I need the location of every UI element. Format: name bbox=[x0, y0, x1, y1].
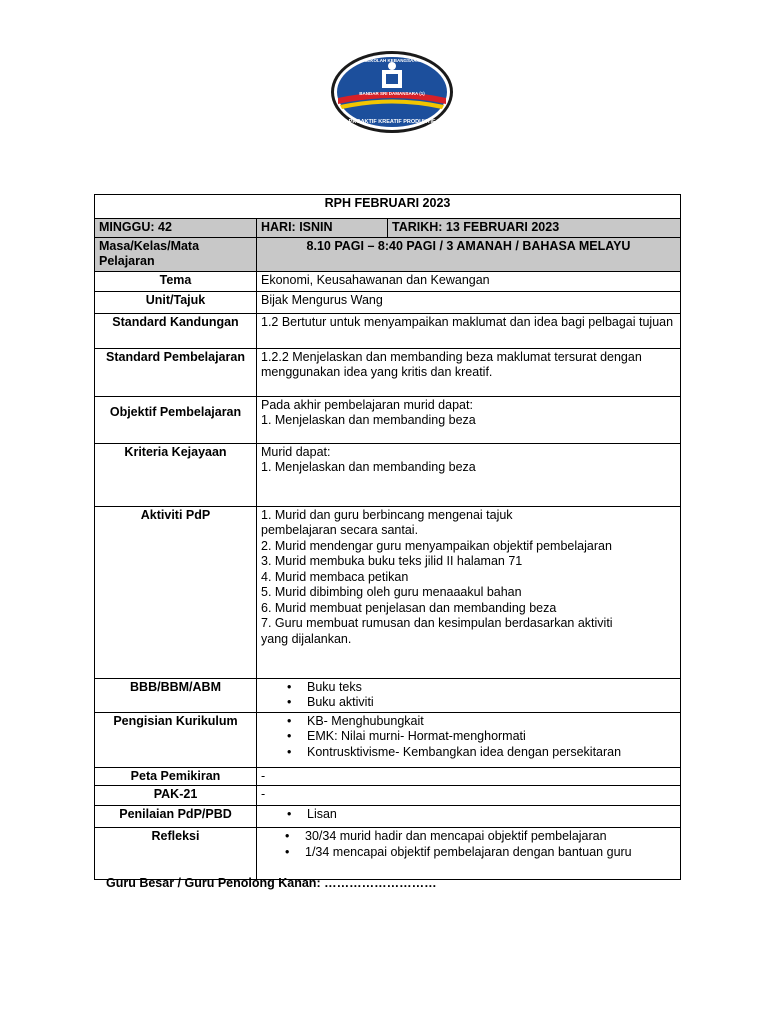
aktiviti-item: 2. Murid mendengar guru menyampaikan objektif pembelajaran bbox=[261, 538, 612, 553]
aktiviti-item: 6. Murid membuat penjelasan dan membanding beza bbox=[261, 600, 557, 615]
refleksi-label: Refleksi bbox=[95, 828, 257, 880]
kriteria-label: Kriteria Kejayaan bbox=[95, 443, 257, 506]
sk-label: Standard Kandungan bbox=[95, 313, 257, 348]
rph-table bbox=[94, 194, 681, 880]
aktiviti-item: pembelajaran secara santai. bbox=[261, 523, 419, 537]
aktiviti-cell bbox=[257, 506, 681, 678]
tarikh-cell: TARIKH: 13 FEBRUARI 2023 bbox=[388, 219, 681, 238]
sp-label: Standard Pembelajaran bbox=[95, 348, 257, 396]
rph-title: RPH FEBRUARI 2023 bbox=[95, 195, 681, 219]
kurikulum-item: • KB- Menghubungkait bbox=[287, 714, 676, 730]
penilaian-cell bbox=[257, 806, 681, 828]
kurikulum-item: • EMK: Nilai murni- Hormat-menghormati bbox=[287, 729, 676, 745]
aktiviti-label: Aktiviti PdP bbox=[95, 506, 257, 678]
refleksi-item: • 30/34 murid hadir dan mencapai objektif pembelajaran bbox=[285, 829, 676, 845]
aktiviti-item: 7. Guru membuat rumusan dan kesimpulan berdasarkan aktiviti bbox=[261, 616, 613, 630]
objektif-label: Objektif Pembelajaran bbox=[95, 396, 257, 443]
masa-label: Masa/Kelas/Mata Pelajaran bbox=[95, 237, 257, 271]
logo-top-text: SEKOLAH KEBANGSAAN bbox=[364, 58, 420, 63]
signature-line: Guru Besar / Guru Penolong Kanan: ……………………… bbox=[106, 876, 437, 890]
pak-label: PAK-21 bbox=[95, 786, 257, 806]
aktiviti-item: 1. Murid dan guru berbincang mengenai tajuk bbox=[261, 507, 513, 522]
kriteria-line-2: 1. Menjelaskan dan membanding beza bbox=[261, 460, 476, 474]
peta-label: Peta Pemikiran bbox=[95, 767, 257, 786]
kriteria-cell bbox=[257, 443, 681, 506]
objektif-cell bbox=[257, 396, 681, 443]
unit-label: Unit/Tajuk bbox=[95, 291, 257, 313]
kurikulum-item: • Kontrusktivisme- Kembangkan idea dengan persekitaran bbox=[287, 745, 676, 761]
penilaian-label: Penilaian PdP/PBD bbox=[95, 806, 257, 828]
objektif-line-2: 1. Menjelaskan dan membanding beza bbox=[261, 413, 476, 427]
aktiviti-item: 3. Murid membuka buku teks jilid II halaman 71 bbox=[261, 554, 523, 568]
refleksi-cell bbox=[257, 828, 681, 880]
unit-value: Bijak Mengurus Wang bbox=[257, 291, 681, 313]
penilaian-item: • Lisan bbox=[287, 807, 676, 823]
bbb-label: BBB/BBM/ABM bbox=[95, 678, 257, 712]
hari-cell: HARI: ISNIN bbox=[257, 219, 388, 238]
logo-bottom-text: PROAKTIF KREATIF PRODUKTIF bbox=[348, 119, 436, 125]
bbb-item: • Buku aktiviti bbox=[287, 695, 676, 711]
logo-mid-text: BANDAR SRI DAMANSARA (1) bbox=[359, 91, 425, 96]
pak-value: - bbox=[257, 786, 681, 806]
aktiviti-item: yang dijalankan. bbox=[261, 631, 352, 646]
peta-value: - bbox=[257, 767, 681, 786]
refleksi-item: • 1/34 mencapai objektif pembelajaran dengan bantuan guru bbox=[285, 845, 676, 861]
aktiviti-item: 5. Murid dibimbing oleh guru menaaakul bahan bbox=[261, 585, 522, 599]
kriteria-line-1: Murid dapat: bbox=[261, 444, 331, 459]
tema-value: Ekonomi, Keusahawanan dan Kewangan bbox=[257, 271, 681, 291]
aktiviti-item: 4. Murid membaca petikan bbox=[261, 569, 409, 584]
masa-value: 8.10 PAGI – 8:40 PAGI / 3 AMANAH / BAHASA MELAYU bbox=[257, 237, 681, 271]
sp-value: 1.2.2 Menjelaskan dan membanding beza maklumat tersurat dengan menggunakan idea yang kritis dan kreatif. bbox=[257, 348, 681, 396]
school-logo bbox=[330, 50, 454, 134]
bbb-item: • Buku teks bbox=[287, 680, 676, 696]
bbb-cell bbox=[257, 678, 681, 712]
kurikulum-cell bbox=[257, 712, 681, 767]
kurikulum-label: Pengisian Kurikulum bbox=[95, 712, 257, 767]
sk-value: 1.2 Bertutur untuk menyampaikan maklumat dan idea bagi pelbagai tujuan bbox=[257, 313, 681, 348]
minggu-cell: MINGGU: 42 bbox=[95, 219, 257, 238]
objektif-line-1: Pada akhir pembelajaran murid dapat: bbox=[261, 397, 473, 412]
tema-label: Tema bbox=[95, 271, 257, 291]
